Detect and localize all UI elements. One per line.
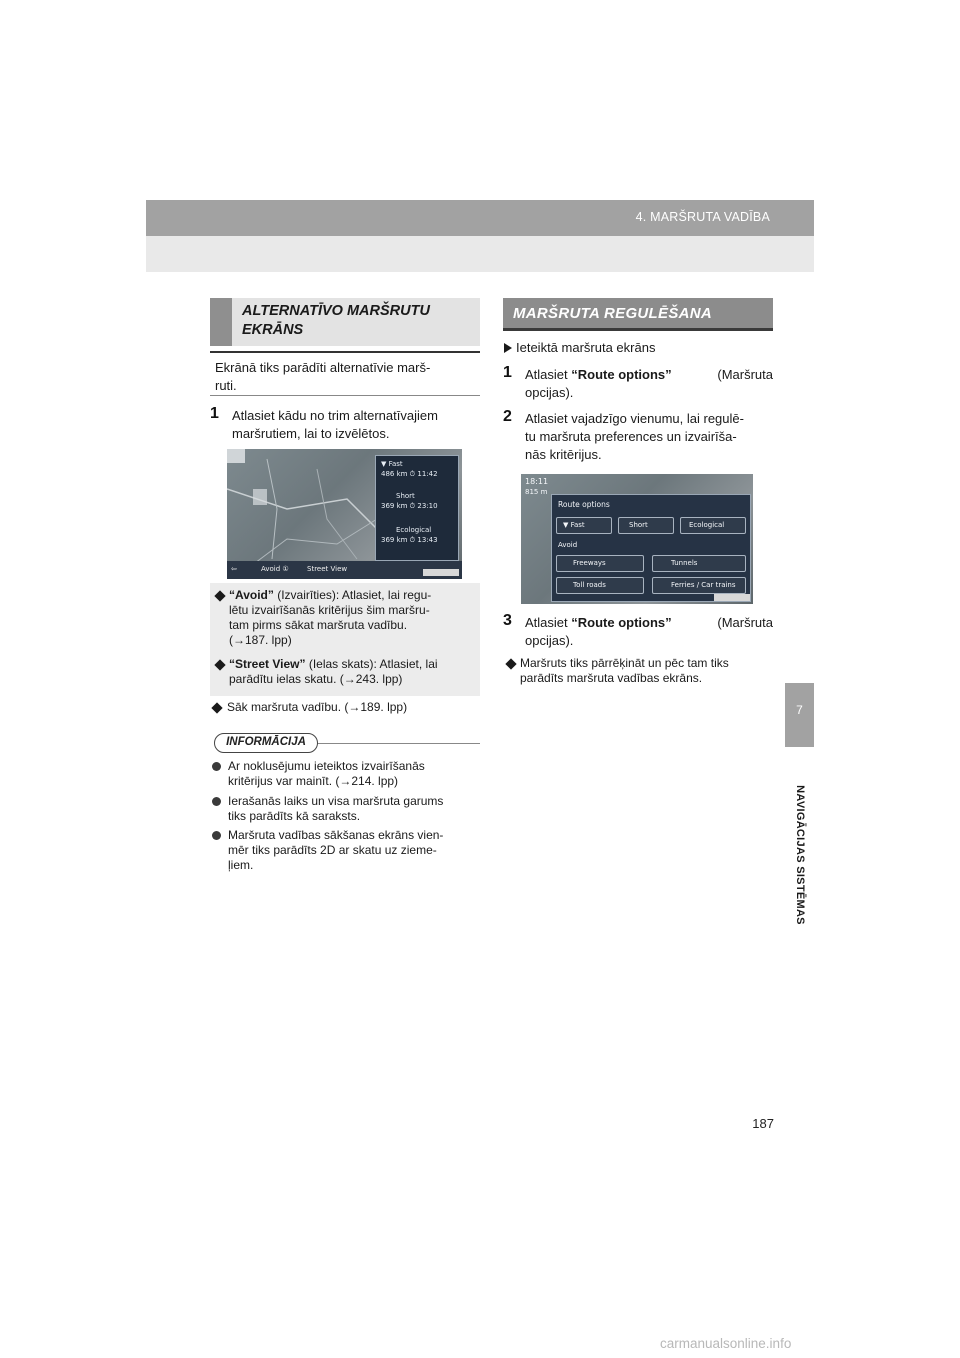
info-item: Maršruta vadības sākšanas ekrāns vien- mēr tiks parādīts 2D ar skatu uz zieme- ļiem.: [228, 828, 444, 872]
avoid-softkey: Avoid ①: [261, 565, 289, 573]
route-options-title: Route options: [558, 500, 610, 509]
chapter-number: 7: [796, 703, 803, 717]
start-guidance-note: Sāk maršruta vadību. (→189. lpp): [227, 700, 408, 714]
figure-code: [423, 569, 459, 576]
intro-text: Ekrānā tiks parādīti alternatīvie marš- ruti.: [215, 360, 431, 393]
section-heading-title: ALTERNATĪVO MARŠRUTU EKRĀNS: [242, 303, 430, 338]
bullet-dot-icon: [212, 762, 221, 771]
route-fast-label: ▼ Fast: [381, 460, 403, 468]
distance: 815 m: [525, 488, 548, 496]
fast-option: ▼ Fast: [556, 517, 612, 534]
route-short-label: Short: [396, 492, 415, 500]
alternative-routes-screenshot: [227, 449, 462, 579]
section-heading-title: MARŠRUTA REGULĒŠANA: [513, 305, 713, 322]
step-text: Atlasiet vajadzīgo vienumu, lai regulē- tu maršruta preferences un izvairīša- nās kritērijus.: [525, 411, 744, 462]
step-number: 3: [503, 612, 512, 629]
screen-pointer-text: Ieteiktā maršruta ekrāns: [516, 340, 656, 355]
chapter-side-label-text: NAVIGĀCIJAS SISTĒMAS: [794, 785, 806, 925]
route-eco-label: Ecological: [396, 526, 432, 534]
toll-roads-option: Toll roads: [556, 577, 644, 594]
chapter-tab: [785, 683, 814, 747]
step-number: 1: [503, 364, 512, 381]
info-item: Ar noklusējumu ieteiktos izvairīšanās kritērijus var mainīt. (→214. lpp): [228, 759, 425, 788]
route-options-screenshot: [521, 474, 753, 604]
step-number: 1: [210, 405, 219, 422]
section-heading-route-adjust: [503, 298, 773, 331]
bullet-icon: [214, 590, 225, 601]
watermark: carmanualsonline.info: [660, 1336, 792, 1351]
ferries-option: Ferries / Car trains: [652, 577, 746, 594]
bullet-icon: [211, 702, 222, 713]
ecological-option: Ecological: [680, 517, 746, 534]
intro-box: [210, 351, 480, 396]
avoid-heading: Avoid: [558, 541, 578, 549]
step-text: Atlasiet kādu no trim alternatīvajiem maršrutiem, lai to izvēlētos.: [232, 408, 438, 441]
short-option: Short: [618, 517, 674, 534]
step-text: Atlasiet “Route options” (Maršruta opcijas).: [525, 615, 773, 648]
chapter-side-label: [780, 760, 820, 950]
info-item: Ierašanās laiks un visa maršruta garums tiks parādīts kā saraksts.: [228, 794, 444, 823]
bullet-dot-icon: [212, 831, 221, 840]
figure-code: [714, 594, 750, 601]
route-fast-info: 486 km ⏱ 11:42: [381, 470, 438, 478]
route-short-info: 369 km ⏱ 23:10: [381, 502, 438, 510]
header-strip: [146, 200, 814, 236]
avoid-description: “Avoid” (Izvairīties): Atlasiet, lai regu- lētu izvairīšanās kritērijus šim maršru- tam pirms sākat maršruta vadību. (→187. lpp): [229, 588, 432, 647]
route-eco-info: 369 km ⏱ 13:43: [381, 536, 438, 544]
bullet-icon: [214, 659, 225, 670]
route-list-panel: [375, 455, 459, 561]
freeways-option: Freeways: [556, 555, 644, 572]
back-softkey: ⇦: [231, 565, 237, 573]
step-text: Atlasiet “Route options” (Maršruta opcijas).: [525, 367, 773, 400]
street-view-softkey: Street View: [307, 565, 348, 573]
route-options-panel: [551, 494, 751, 602]
section-heading-alternative-routes: [210, 298, 480, 346]
tunnels-option: Tunnels: [652, 555, 746, 572]
street-view-description: “Street View” (Ielas skats): Atlasiet, lai parādītu ielas skatu. (→243. lpp): [229, 657, 438, 686]
step-number: 2: [503, 408, 512, 425]
softkey-info-box: [210, 583, 480, 696]
bullet-icon: [505, 658, 516, 669]
information-tag: INFORMĀCIJA: [214, 733, 318, 753]
clock: 18:11: [525, 477, 549, 486]
chapter-title: 4. MARŠRUTA VADĪBA: [635, 210, 770, 224]
section-heading-bar: [210, 298, 232, 346]
bullet-dot-icon: [212, 797, 221, 806]
pointer-triangle-icon: [504, 343, 512, 353]
recalculation-note: Maršruts tiks pārrēķināt un pēc tam tiks parādīts maršruta vadības ekrāns.: [520, 656, 729, 685]
page-number: 187: [752, 1116, 774, 1131]
header-band: [146, 200, 814, 272]
